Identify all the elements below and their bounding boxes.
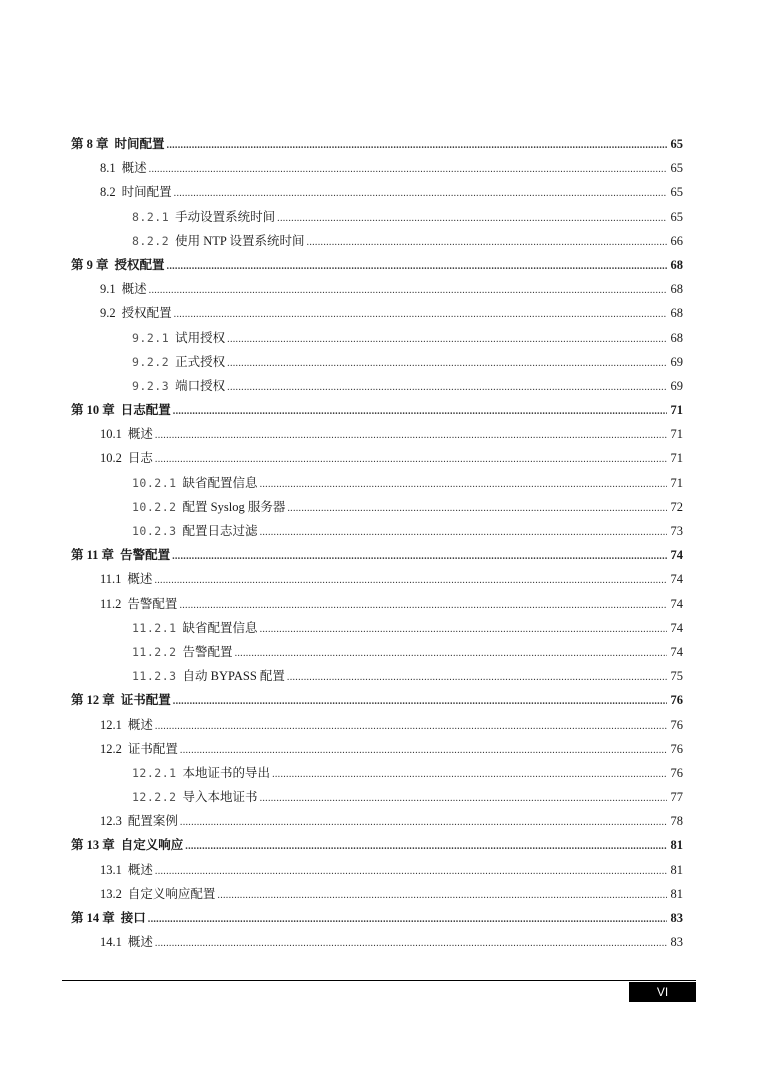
- dot-leader: [155, 424, 667, 448]
- dot-leader: [148, 908, 667, 932]
- toc-entry[interactable]: [71, 543, 683, 567]
- dot-leader: [180, 811, 667, 835]
- toc-title: 本地证书的导出: [182, 765, 271, 780]
- dot-leader: [149, 279, 667, 303]
- toc-title: 证书配置: [120, 693, 171, 708]
- toc-number: 12.1: [100, 717, 122, 732]
- toc-page: 69: [670, 354, 683, 369]
- toc-entry[interactable]: [71, 833, 683, 857]
- toc-number: 第 13 章: [71, 838, 115, 853]
- toc-page: 73: [670, 524, 683, 538]
- toc-number: 11.2.3: [132, 669, 177, 684]
- toc-number: 10.2.1: [132, 475, 177, 490]
- toc-title: 概述: [121, 282, 147, 297]
- dot-leader: [155, 860, 667, 884]
- toc-title: 配置案例: [127, 814, 178, 829]
- toc-entry[interactable]: [71, 422, 683, 446]
- toc-number: 14.1: [100, 935, 122, 950]
- toc-page: 76: [670, 717, 683, 732]
- toc-number: 8.1: [100, 161, 116, 176]
- dot-leader: [260, 787, 667, 811]
- toc-number: 第 12 章: [71, 693, 115, 708]
- toc-title: 端口授权: [175, 378, 226, 393]
- dot-leader: [217, 884, 667, 908]
- dot-leader: [154, 569, 667, 593]
- toc-page: 71: [670, 427, 683, 442]
- toc-number: 8.2.2: [132, 233, 170, 248]
- toc-number: 9.2.1: [132, 330, 170, 345]
- toc-entry[interactable]: [71, 616, 683, 640]
- toc-number: 第 14 章: [71, 911, 115, 925]
- toc-page: 68: [670, 306, 683, 321]
- toc-entry[interactable]: [71, 858, 683, 882]
- toc-number: 10.2.3: [132, 524, 177, 538]
- dot-leader: [227, 328, 667, 352]
- toc-number: 8.2: [100, 185, 116, 200]
- toc-title: 自定义响应配置: [127, 886, 216, 901]
- toc-entry[interactable]: [71, 664, 683, 688]
- toc-title: 时间配置: [114, 137, 165, 151]
- toc-title: 日志配置: [120, 403, 171, 418]
- toc-page: 74: [670, 596, 683, 611]
- toc-page: 83: [670, 935, 683, 950]
- toc-entry[interactable]: [71, 301, 683, 325]
- toc-title: 自定义响应: [120, 838, 184, 853]
- dot-leader: [287, 666, 667, 690]
- toc-number: 9.2.2: [132, 354, 170, 369]
- toc-page: 74: [670, 620, 683, 635]
- toc-page: 65: [670, 161, 683, 176]
- page-number-badge: VI: [629, 982, 696, 1002]
- dot-leader: [155, 932, 667, 956]
- footer-rule: [62, 980, 696, 981]
- toc-title: 日志: [127, 451, 153, 466]
- toc-entry[interactable]: [71, 446, 683, 470]
- toc-entry[interactable]: [71, 592, 683, 616]
- toc-page: 74: [670, 548, 683, 563]
- toc-page: 71: [670, 403, 683, 418]
- dot-leader: [260, 521, 667, 545]
- toc-number: 第 9 章: [71, 257, 109, 272]
- dot-leader: [185, 835, 667, 859]
- dot-leader: [179, 594, 667, 618]
- toc-title: 缺省配置信息: [182, 475, 258, 490]
- toc-title: 概述: [121, 161, 147, 176]
- toc-title: 配置 Syslog 服务器: [182, 499, 286, 514]
- toc-title: 时间配置: [121, 185, 172, 200]
- dot-leader: [167, 255, 667, 279]
- toc-entry[interactable]: [71, 519, 683, 543]
- toc-title: 概述: [127, 717, 153, 732]
- toc-title: 配置日志过滤: [182, 524, 258, 538]
- table-of-contents: [71, 132, 683, 954]
- toc-number: 12.2.2: [132, 790, 177, 805]
- toc-number: 第 11 章: [71, 548, 115, 563]
- toc-number: 9.2: [100, 306, 116, 321]
- dot-leader: [287, 497, 667, 521]
- toc-page: 81: [670, 886, 683, 901]
- toc-title: 告警配置: [182, 644, 233, 659]
- toc-title: 概述: [127, 427, 153, 442]
- toc-entry[interactable]: [71, 640, 683, 664]
- toc-number: 12.2: [100, 741, 122, 756]
- toc-entry[interactable]: [71, 495, 683, 519]
- toc-entry[interactable]: [71, 737, 683, 761]
- toc-title: 使用 NTP 设置系统时间: [175, 233, 305, 248]
- toc-title: 接口: [120, 911, 146, 925]
- toc-title: 导入本地证书: [182, 790, 258, 805]
- dot-leader: [260, 473, 667, 497]
- toc-number: 12.3: [100, 814, 122, 829]
- toc-number: 9.1: [100, 282, 116, 297]
- toc-number: 9.2.3: [132, 378, 170, 393]
- toc-title: 自动 BYPASS 配置: [182, 669, 285, 684]
- dot-leader: [155, 448, 667, 472]
- toc-entry[interactable]: [71, 229, 683, 253]
- toc-page: 76: [670, 765, 683, 780]
- dot-leader: [235, 642, 667, 666]
- toc-number: 13.1: [100, 862, 122, 877]
- toc-entry[interactable]: [71, 809, 683, 833]
- toc-title: 缺省配置信息: [182, 620, 258, 635]
- toc-number: 10.1: [100, 427, 122, 442]
- toc-page: 71: [670, 451, 683, 466]
- toc-page: 68: [670, 330, 683, 345]
- dot-leader: [227, 352, 667, 376]
- dot-leader: [227, 376, 667, 400]
- toc-number: 10.2.2: [132, 499, 177, 514]
- toc-page: 72: [670, 499, 683, 514]
- toc-title: 概述: [127, 935, 153, 950]
- dot-leader: [307, 231, 667, 255]
- toc-entry[interactable]: [71, 205, 683, 229]
- toc-entry[interactable]: [71, 785, 683, 809]
- toc-page: 66: [670, 233, 683, 248]
- toc-page: 65: [670, 185, 683, 200]
- toc-title: 告警配置: [127, 596, 178, 611]
- toc-entry[interactable]: [71, 471, 683, 495]
- toc-title: 正式授权: [175, 354, 226, 369]
- dot-leader: [155, 715, 667, 739]
- toc-number: 8.2.1: [132, 209, 170, 224]
- toc-page: 65: [670, 209, 683, 224]
- toc-page: 69: [670, 378, 683, 393]
- toc-entry[interactable]: [71, 688, 683, 712]
- dot-leader: [174, 182, 667, 206]
- toc-page: 81: [670, 862, 683, 877]
- toc-title: 概述: [127, 862, 153, 877]
- toc-page: 76: [670, 741, 683, 756]
- toc-number: 13.2: [100, 886, 122, 901]
- toc-title: 概述: [127, 572, 153, 587]
- toc-entry[interactable]: [71, 253, 683, 277]
- toc-entry[interactable]: [71, 132, 683, 156]
- dot-leader: [149, 158, 667, 182]
- toc-page: 78: [670, 814, 683, 829]
- toc-entry[interactable]: [71, 350, 683, 374]
- toc-entry[interactable]: [71, 761, 683, 785]
- dot-leader: [174, 303, 667, 327]
- toc-entry[interactable]: [71, 156, 683, 180]
- toc-page: 81: [670, 838, 683, 853]
- toc-number: 11.2: [100, 596, 122, 611]
- toc-number: 10.2: [100, 451, 122, 466]
- toc-page: 74: [670, 644, 683, 659]
- toc-entry[interactable]: [71, 882, 683, 906]
- toc-title: 授权配置: [121, 306, 172, 321]
- toc-page: 71: [670, 475, 683, 490]
- dot-leader: [173, 400, 667, 424]
- dot-leader: [167, 134, 667, 158]
- toc-number: 11.2.1: [132, 620, 177, 635]
- toc-number: 11.2.2: [132, 644, 177, 659]
- toc-page: 76: [670, 693, 683, 708]
- toc-entry[interactable]: [71, 713, 683, 737]
- dot-leader: [272, 763, 667, 787]
- dot-leader: [180, 739, 667, 763]
- dot-leader: [277, 207, 667, 231]
- toc-page: 65: [670, 137, 683, 151]
- toc-page: 68: [670, 257, 683, 272]
- toc-page: 74: [670, 572, 683, 587]
- toc-title: 授权配置: [114, 257, 165, 272]
- toc-entry[interactable]: [71, 930, 683, 954]
- toc-title: 证书配置: [127, 741, 178, 756]
- toc-page: 83: [670, 911, 683, 925]
- dot-leader: [260, 618, 667, 642]
- dot-leader: [173, 690, 667, 714]
- toc-entry[interactable]: [71, 398, 683, 422]
- toc-number: 12.2.1: [132, 765, 177, 780]
- toc-page: 77: [670, 790, 683, 805]
- toc-number: 第 10 章: [71, 403, 115, 418]
- toc-number: 11.1: [100, 572, 122, 587]
- toc-entry[interactable]: [71, 906, 683, 930]
- toc-page: 75: [670, 669, 683, 684]
- toc-entry[interactable]: [71, 180, 683, 204]
- toc-page: 68: [670, 282, 683, 297]
- dot-leader: [172, 545, 667, 569]
- toc-entry[interactable]: [71, 277, 683, 301]
- toc-number: 第 8 章: [71, 137, 109, 151]
- toc-title: 试用授权: [175, 330, 226, 345]
- toc-title: 告警配置: [120, 548, 171, 563]
- toc-entry[interactable]: [71, 374, 683, 398]
- toc-entry[interactable]: [71, 326, 683, 350]
- toc-title: 手动设置系统时间: [175, 209, 276, 224]
- toc-entry[interactable]: [71, 567, 683, 591]
